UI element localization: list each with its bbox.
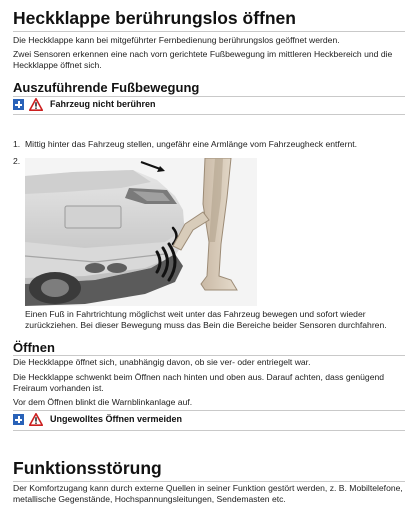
intro-paragraph-1: Die Heckklappe kann bei mitgeführter Fernbedienung berührungslos geöffnet werden. — [13, 35, 340, 45]
car-rear-illustration — [25, 158, 257, 306]
divider — [13, 410, 405, 411]
divider — [13, 355, 405, 356]
divider — [13, 31, 405, 32]
step-caption: Einen Fuß in Fahrtrichtung möglichst weit unter das Fahrzeug bewegen und sofort wieder zurückziehen. Bei dieser Bewegung muss das Bein die Bereiche beider Sensoren durchfahren. — [25, 309, 387, 331]
list-number: 2. — [13, 156, 21, 166]
warning-touch-vehicle[interactable] — [13, 98, 405, 114]
divider — [13, 481, 405, 482]
warning-triangle-icon — [29, 98, 43, 111]
divider — [13, 96, 405, 97]
plus-icon[interactable] — [13, 414, 24, 425]
illustration-foot-gesture — [25, 158, 257, 306]
open-paragraph-2: Die Heckklappe schwenkt beim Öffnen nach hinten und oben aus. Darauf achten, dass genügend Freiraum vorhanden ist. — [13, 372, 385, 394]
intro-paragraph-2: Zwei Sensoren erkennen eine nach vorn gerichtete Fußbewegung im mittleren Heckbereich und die Heckklappe öffnet sich. — [13, 49, 393, 71]
divider — [13, 430, 405, 431]
list-number: 1. — [13, 139, 21, 149]
divider — [13, 114, 405, 115]
section-heading-fault: Funktionsstörung — [13, 458, 162, 478]
plus-icon[interactable] — [13, 99, 24, 110]
open-paragraph-3: Vor dem Öffnen blinkt die Warnblinkanlage auf. — [13, 397, 193, 407]
warning-triangle-icon — [29, 413, 43, 426]
list-text: Mittig hinter das Fahrzeug stellen, ungefähr eine Armlänge vom Fahrzeugheck entfernt. — [25, 139, 357, 149]
section-heading-foot-movement: Auszuführende Fußbewegung — [13, 80, 200, 95]
section-heading-open: Öffnen — [13, 340, 55, 355]
warning-label: Ungewolltes Öffnen vermeiden — [50, 414, 183, 424]
warning-unintended-opening[interactable] — [13, 413, 405, 429]
open-paragraph-1: Die Heckklappe öffnet sich, unabhängig davon, ob sie ver- oder entriegelt war. — [13, 357, 311, 367]
warning-label: Fahrzeug nicht berühren — [50, 99, 156, 109]
page-title: Heckklappe berührungslos öffnen — [13, 8, 296, 28]
fault-paragraph: Der Komfortzugang kann durch externe Quellen in seiner Funktion gestört werden, z. B. Mobiltelefone, metallische Gegenstände, Hochspannungsleitungen, Sendemasten etc. — [13, 483, 403, 505]
